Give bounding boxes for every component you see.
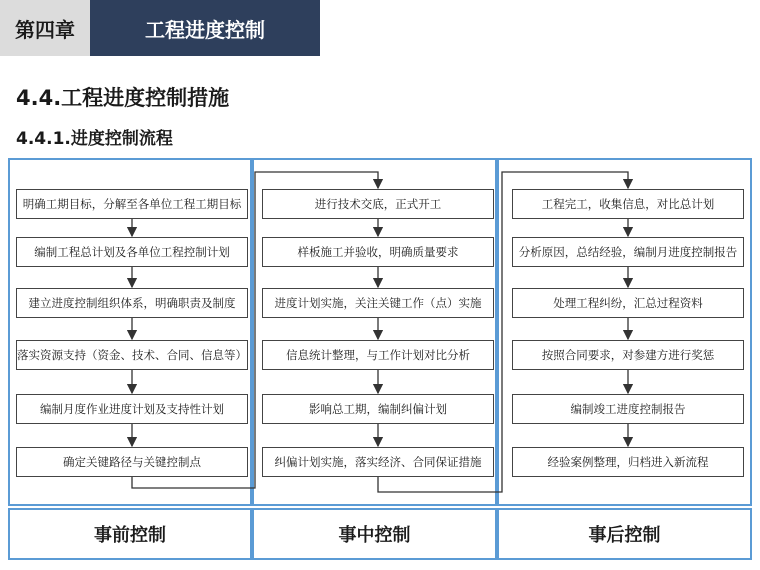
step-mid-2: 样板施工并验收，明确质量要求 (262, 237, 494, 267)
step-pre-6: 确定关键路径与关键控制点 (16, 447, 248, 477)
chapter-title: 工程进度控制 (90, 0, 320, 56)
step-post-5: 编制竣工进度控制报告 (512, 394, 744, 424)
step-post-4: 按照合同要求，对参建方进行奖惩 (512, 340, 744, 370)
step-mid-5: 影响总工期，编制纠偏计划 (262, 394, 494, 424)
step-post-1: 工程完工，收集信息，对比总计划 (512, 189, 744, 219)
phase-label-mid: 事中控制 (252, 508, 497, 560)
step-post-6: 经验案例整理，归档进入新流程 (512, 447, 744, 477)
step-pre-5: 编制月度作业进度计划及支持性计划 (16, 394, 248, 424)
step-mid-1: 进行技术交底，正式开工 (262, 189, 494, 219)
step-mid-6: 纠偏计划实施，落实经济、合同保证措施 (262, 447, 494, 477)
step-post-2: 分析原因，总结经验，编制月进度控制报告 (512, 237, 744, 267)
phase-label-post: 事后控制 (497, 508, 752, 560)
step-pre-3: 建立进度控制组织体系，明确职责及制度 (16, 288, 248, 318)
section-title: 4.4.工程进度控制措施 (16, 86, 230, 110)
step-pre-1: 明确工期目标，分解至各单位工程工期目标 (16, 189, 248, 219)
chapter-label: 第四章 (0, 0, 90, 56)
step-mid-4: 信息统计整理，与工作计划对比分析 (262, 340, 494, 370)
step-pre-4: 落实资源支持（资金、技术、合同、信息等） (16, 340, 248, 370)
step-post-3: 处理工程纠纷，汇总过程资料 (512, 288, 744, 318)
phase-label-pre: 事前控制 (8, 508, 252, 560)
subsection-title: 4.4.1.进度控制流程 (16, 129, 173, 149)
step-mid-3: 进度计划实施，关注关键工作（点）实施 (262, 288, 494, 318)
step-pre-2: 编制工程总计划及各单位工程控制计划 (16, 237, 248, 267)
